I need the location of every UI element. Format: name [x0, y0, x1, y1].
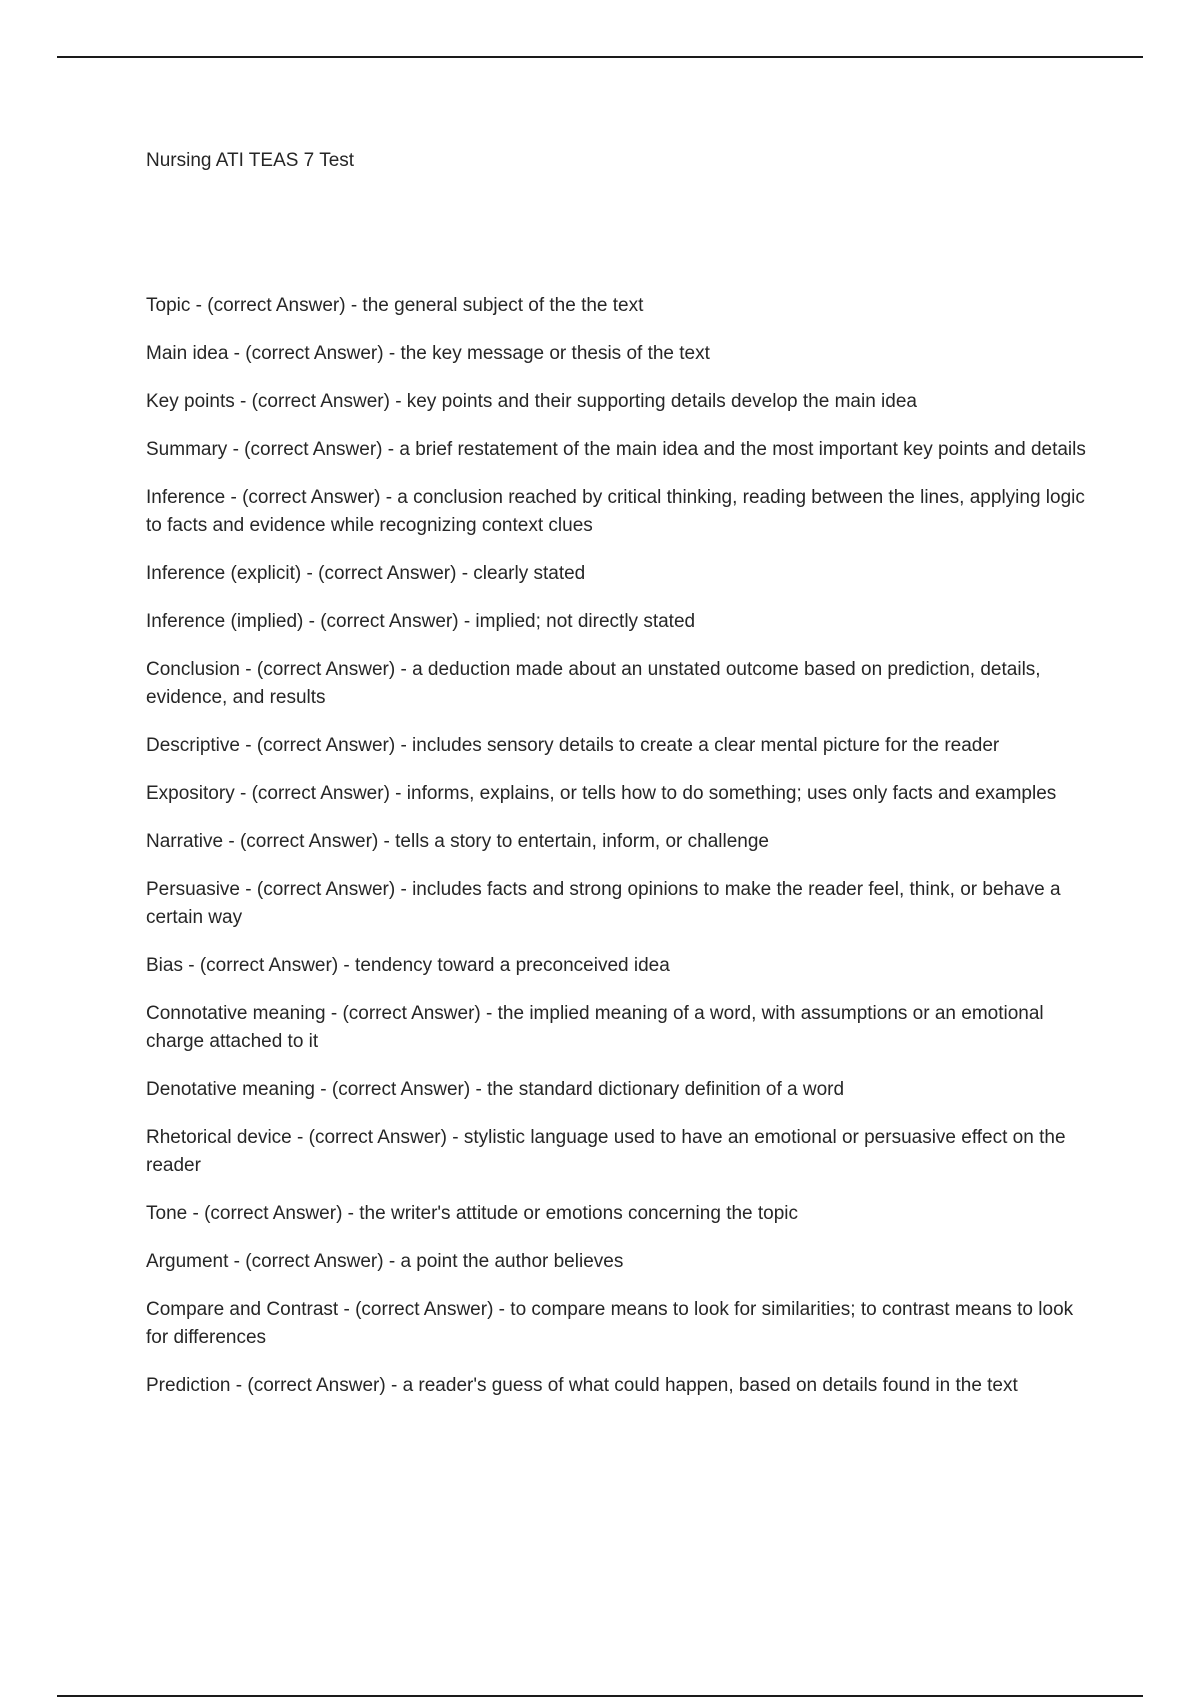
definition-entry: Tone - (correct Answer) - the writer's attitude or emotions concerning the topic	[146, 1203, 799, 1224]
definition-entry: Inference (implied) - (correct Answer) - implied; not directly stated	[146, 611, 696, 632]
document-title: Nursing ATI TEAS 7 Test	[146, 150, 355, 171]
definition-entry: Topic - (correct Answer) - the general subject of the the text	[146, 295, 644, 316]
definition-list	[146, 292, 1086, 1420]
definition-entry: Denotative meaning - (correct Answer) - the standard dictionary definition of a word	[146, 1079, 845, 1100]
definition-entry: Compare and Contrast - (correct Answer) - to compare means to look for similarities; to contrast means to look for differences	[146, 1299, 1074, 1348]
definition-entry: Argument - (correct Answer) - a point the author believes	[146, 1251, 624, 1272]
header-rule	[57, 56, 1143, 58]
definition-entry: Expository - (correct Answer) - informs, explains, or tells how to do something; uses only facts and examples	[146, 783, 1057, 804]
definition-entry: Conclusion - (correct Answer) - a deduction made about an unstated outcome based on prediction, details, evidence, and results	[146, 659, 1041, 708]
definition-entry: Rhetorical device - (correct Answer) - stylistic language used to have an emotional or persuasive effect on the reader	[146, 1127, 1066, 1176]
definition-entry: Connotative meaning - (correct Answer) - the implied meaning of a word, with assumptions or an emotional charge attached to it	[146, 1003, 1044, 1052]
definition-entry: Inference (explicit) - (correct Answer) - clearly stated	[146, 563, 586, 584]
footer-rule	[57, 1695, 1143, 1697]
definition-entry: Inference - (correct Answer) - a conclusion reached by critical thinking, reading between the lines, applying logic to facts and evidence while recognizing context clues	[146, 487, 1085, 536]
definition-entry: Narrative - (correct Answer) - tells a story to entertain, inform, or challenge	[146, 831, 770, 852]
definition-entry: Bias - (correct Answer) - tendency toward a preconceived idea	[146, 955, 670, 976]
definition-entry: Descriptive - (correct Answer) - includes sensory details to create a clear mental picture for the reader	[146, 735, 1000, 756]
definition-entry: Key points - (correct Answer) - key points and their supporting details develop the main idea	[146, 391, 917, 412]
definition-entry: Prediction - (correct Answer) - a reader's guess of what could happen, based on details found in the text	[146, 1375, 1018, 1396]
definition-entry: Main idea - (correct Answer) - the key message or thesis of the text	[146, 343, 710, 364]
definition-entry: Persuasive - (correct Answer) - includes facts and strong opinions to make the reader feel, think, or behave a certain way	[146, 879, 1061, 928]
definition-entry: Summary - (correct Answer) - a brief restatement of the main idea and the most important key points and details	[146, 439, 1086, 460]
